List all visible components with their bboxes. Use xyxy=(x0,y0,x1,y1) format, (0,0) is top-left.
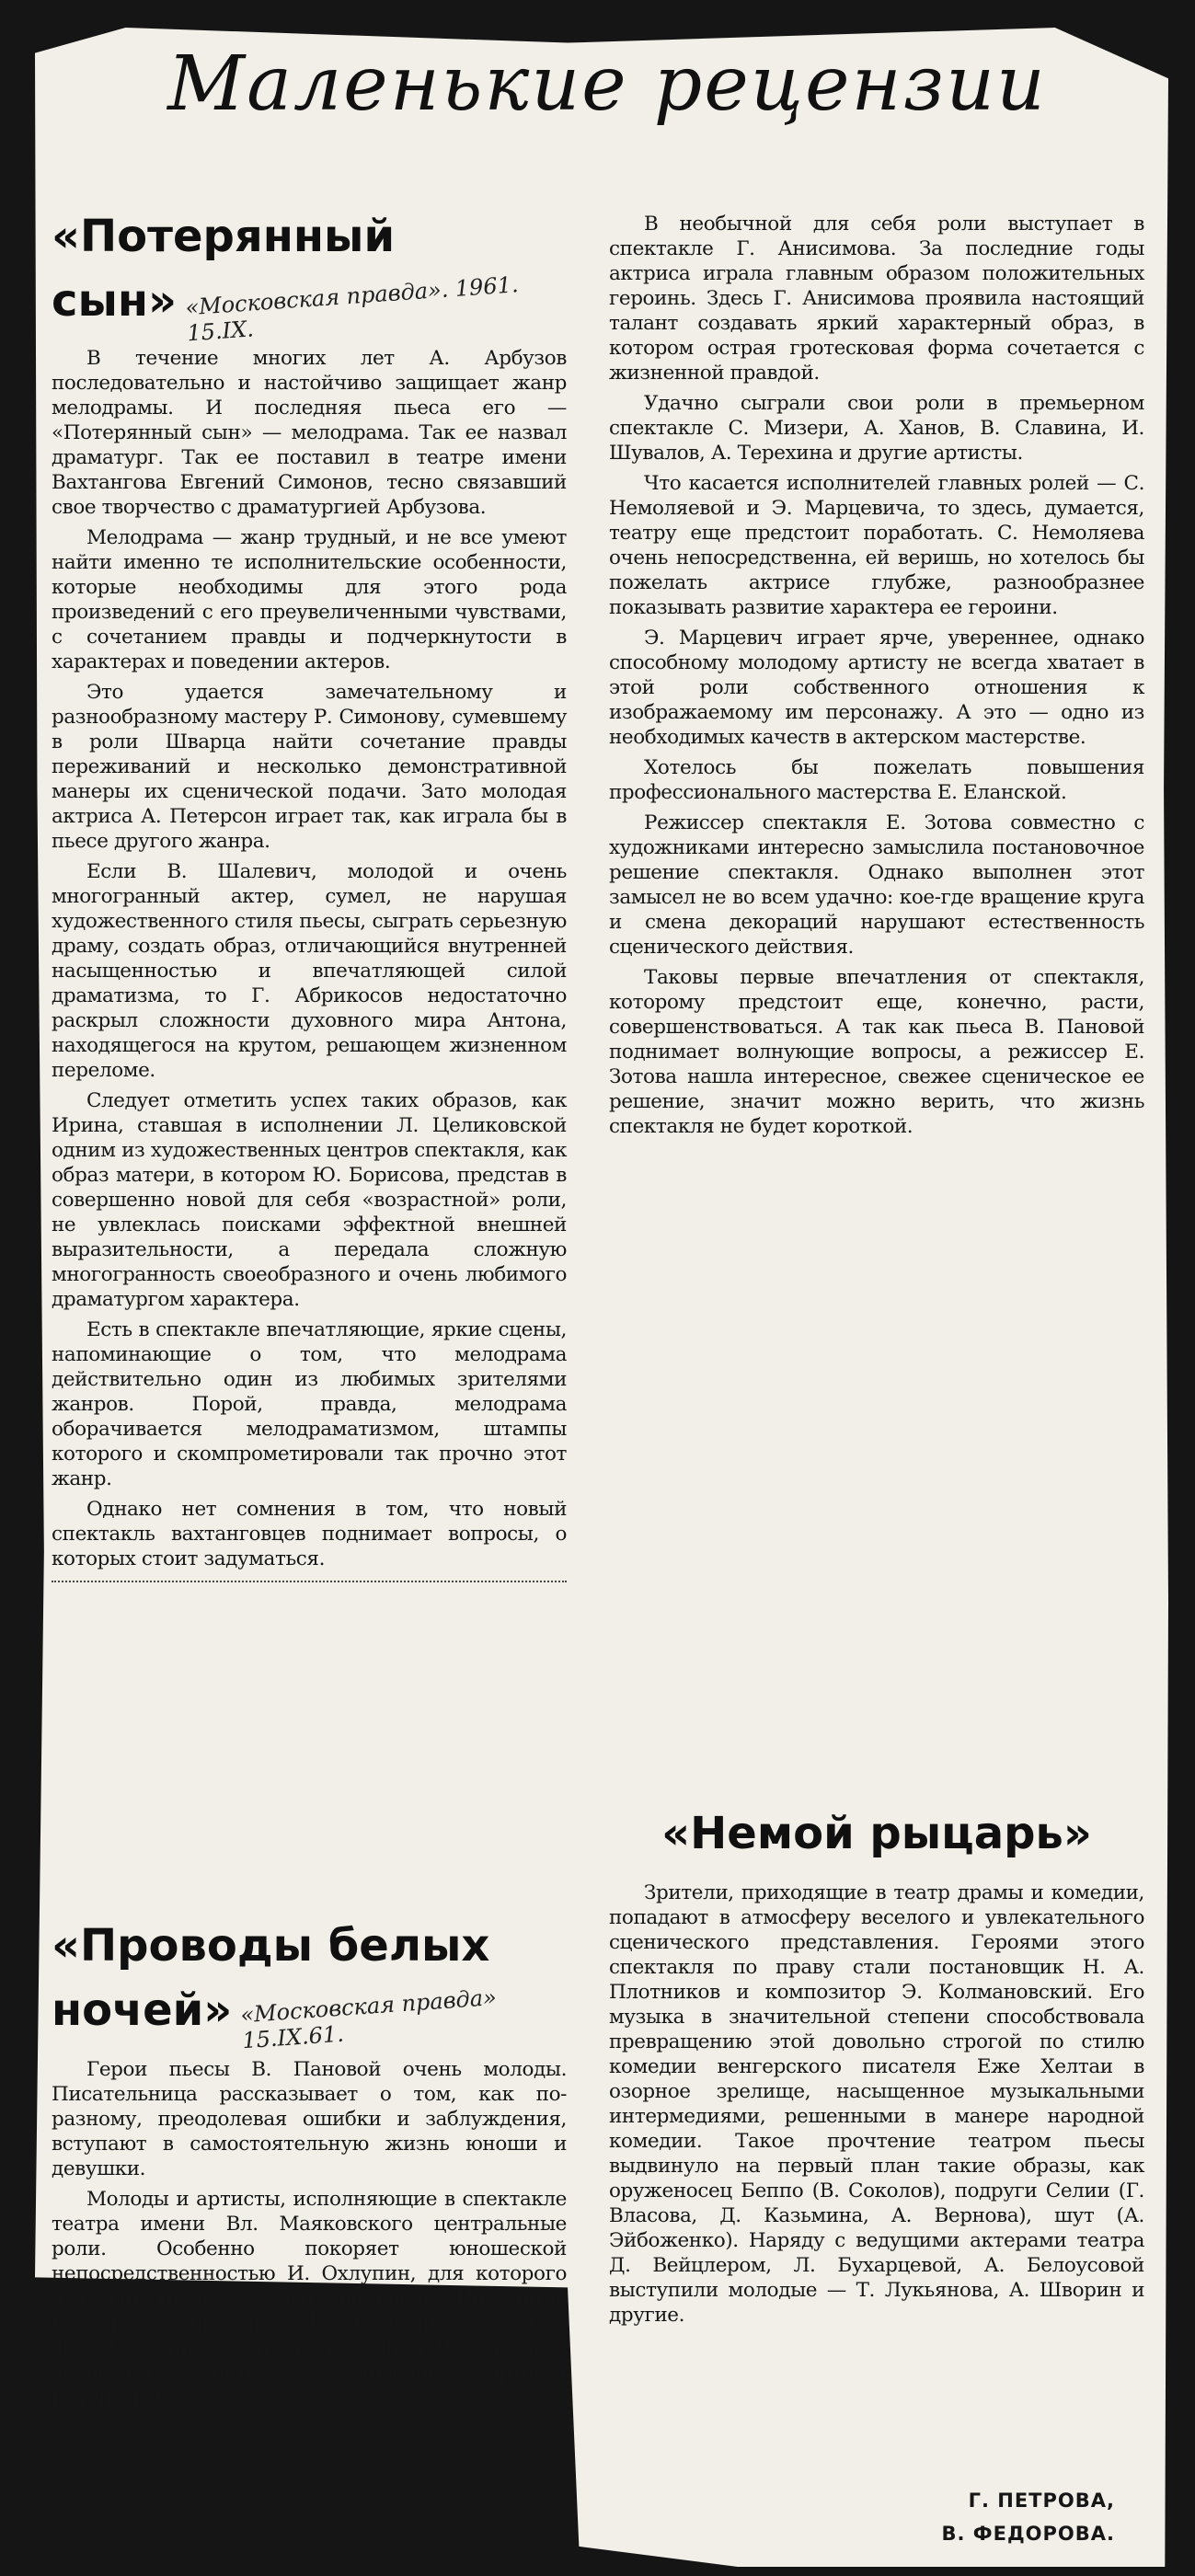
review-mute-knight-title: «Немой рыцарь» xyxy=(661,1808,1092,1859)
review-mute-knight-paragraph: Зрители, приходящие в театр драмы и комедии, попадают в атмосферу веселого и увлекательного сценического представления. Героями этого спектакля по праву стали постановщик Н. А. Плотников и композитор Э. Колмановский. Его музыка в значительной степени способствовала превращению этой довольно строгой по стилю комедии венгерского писателя Еже Хелтаи в озорное зрелище, насыщенное музыкальными интермедиями, решенными в манере народной комедии. Такое прочтение театром пьесы выдвинуло на первый план такие образы, как оруженосец Беппо (В. Соколов), подруги Селии (Г. Власова, Д. Казьмина, А. Вернова), шут (А. Эйбоженко). Наряду с ведущими актерами театра Д. Вейцлером, Л. Бухарцевой, А. Белоусовой выступили молодые — Т. Лукьянова, А. Шворин и другие. xyxy=(609,1881,1144,2327)
handwritten-source-note: «Московская правда» 15.IX.61. xyxy=(239,1984,498,2054)
page-title: Маленькие рецензии xyxy=(167,40,1047,128)
handwritten-source-note: «Московская правда». 1961. 15.IX. xyxy=(184,271,520,347)
review-lost-son-title-line2: сын» xyxy=(52,275,178,327)
review-lost-son-paragraph: Есть в спектакле впечатляющие, яркие сцены, напоминающие о том, что мелодрама действительно один из любимых зрителями жанров. Порой, правда, мелодрама оборачивается мелодраматизмом, штампы которого и скомпрометировали так прочно этот жанр. xyxy=(52,1318,567,1490)
review-white-nights-paragraph: Таковы первые впечатления от спектакля, которому предстоит еще, конечно, расти, совершенствоваться. А так как пьеса В. Пановой поднимает волнующие вопросы, а режиссер Е. Зотова нашла интересное, свежее сценическое ее решение, значит можно верить, что жизнь спектакля не будет короткой. xyxy=(609,966,1144,1138)
author-signature: В. ФЕДОРОВА. xyxy=(941,2523,1115,2545)
review-lost-son-paragraph: Следует отметить успех таких образов, как Ирина, ставшая в исполнении Л. Целиковской одним из художественных центров спектакля, как образ матери, в котором Ю. Борисова, представ в совершенно новой для себя «возрастной» роли, не увлеклась поисками эффектной внешней выразительности, а передала сложную многогранность своеобразного и очень любимого драматургом характера. xyxy=(52,1089,567,1311)
author-signatures xyxy=(885,2484,1115,2550)
review-lost-son-paragraph: Однако нет сомнения в том, что новый спектакль вахтанговцев поднимает вопросы, о которых стоит задуматься. xyxy=(52,1498,567,1570)
author-signature: Г. ПЕТРОВА, xyxy=(968,2490,1115,2512)
review-white-nights xyxy=(52,1914,567,2416)
column-divider xyxy=(52,1581,567,1582)
review-white-nights-title-line1: «Проводы белых xyxy=(52,1920,490,1972)
review-lost-son-paragraph: Если В. Шалевич, молодой и очень многогранный актер, сумел, не нарушая художественного стиля пьесы, сыграть серьезную драму, создать образ, отличающийся внутренней насыщенностью и впечатляющей силой драматизма, то Г. Абрикосов недостаточно раскрыл сложности духовного мира Антона, находящегося на крутом, решающем жизненном переломе. xyxy=(52,860,567,1082)
review-lost-son xyxy=(52,204,567,1592)
review-white-nights-paragraph: Режиссер спектакля Е. Зотова совместно с художниками интересно замыслила постановочное решение спектакля. Однако выполнен этот замысел не во всем удачно: кое-где вращение круга и смена декораций нарушают естественность сценического действия. xyxy=(609,811,1144,959)
review-white-nights-paragraph: Что касается исполнителей главных ролей — С. Немоляевой и Э. Марцевича, то здесь, думается, театру еще предстоит поработать. С. Немоляева очень непосредственна, ей веришь, но хотелось бы пожелать актрисе глубже, разнообразнее показывать развитие характера ее героини. xyxy=(609,472,1144,619)
review-lost-son-title-line1: «Потерянный xyxy=(52,211,396,262)
review-white-nights-paragraph: Удачно сыграли свои роли в премьерном спектакле С. Мизери, А. Ханов, В. Славина, И. Шувалов, А. Терехина и другие артисты. xyxy=(609,392,1144,465)
review-white-nights-paragraph: Герои пьесы В. Пановой очень молоды. Писательница рассказывает о том, как по-разному, преодолевая ошибки и заблуждения, вступают в самостоятельную жизнь юноши и девушки. xyxy=(52,2058,567,2180)
review-mute-knight xyxy=(609,1801,1144,2333)
review-white-nights-paragraph: Молоды и артисты, исполняющие в спектакле театра имени Вл. Маяковского центральные роли. Особенно покоряет юношеской непосредственностью И. Охлупин, для которого этот спектакль — дебют на сцене. Но, кроме непосредственности, И. Охлупин обладает вкусом, умением быть достоверным. Все это дает основание ждать от молодого артиста интересных работ. xyxy=(52,2188,567,2409)
review-white-nights-paragraph: В необычной для себя роли выступает в спектакле Г. Анисимова. За последние годы актриса играла главным образом положительных героинь. Здесь Г. Анисимова проявила настоящий талант создавать яркий характерный образ, в котором острая гротесковая форма сочетается с жизненной правдой. xyxy=(609,213,1144,385)
review-lost-son-paragraph: Мелодрама — жанр трудный, и не все умеют найти именно те исполнительские особенности, которые необходимы для этого рода произведений с его преувеличенными чувствами, с сочетанием правды и подчеркнутости в характерах и поведении актеров. xyxy=(52,526,567,673)
review-lost-son-paragraph: Это удается замечательному и разнообразному мастеру Р. Симонову, сумевшему в роли Шварца найти сочетание правды переживаний и несколько демонстративной манеры их сценической подачи. Зато молодая актриса А. Петерсон играет так, как играла бы в пьесе другого жанра. xyxy=(52,681,567,853)
review-white-nights-title-line2: ночей» xyxy=(52,1984,233,2036)
review-lost-son-paragraph: В течение многих лет А. Арбузов последовательно и настойчиво защищает жанр мелодрамы. И последняя пьеса его — «Потерянный сын» — мелодрама. Так ее назвал драматург. Так ее поставил в театре имени Вахтангова Евгений Симонов, тесно связавший свое творчество с драматургией Арбузова. xyxy=(52,347,567,519)
review-white-nights-paragraph: Хотелось бы пожелать повышения профессионального мастерства Е. Еланской. xyxy=(609,756,1144,804)
review-white-nights-continued xyxy=(609,212,1144,1144)
review-white-nights-paragraph: Э. Марцевич играет ярче, увереннее, однако способному молодому артисту не всегда хватает в этой роли собственного отношения к изображаемому им персонажу. А это — одно из необходимых качеств в актерском мастерстве. xyxy=(609,627,1144,749)
